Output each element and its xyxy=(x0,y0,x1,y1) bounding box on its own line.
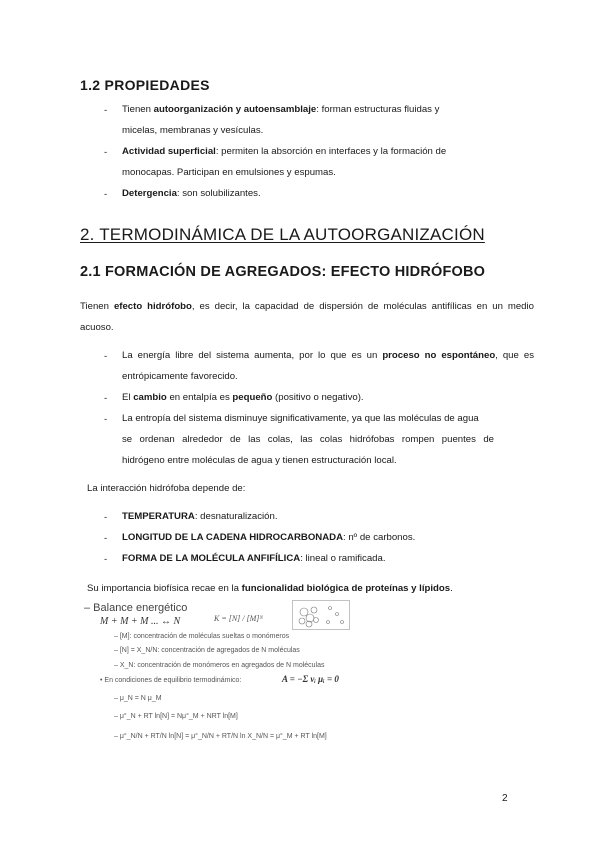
page-number: 2 xyxy=(502,793,508,804)
item-text: entrópicamente favorecido. xyxy=(122,371,238,382)
slide-line: – [M]: concentración de moléculas sueltas o monómeros xyxy=(114,633,290,640)
subsection-title-efecto-hidrofobo: 2.1 FORMACIÓN DE AGREGADOS: EFECTO HIDRÓFOBO xyxy=(80,264,486,280)
item-bold: pequeño xyxy=(232,392,273,403)
item-bold: FORMA DE LA MOLÉCULA ANFIFÍLICA xyxy=(122,553,301,564)
item-text: : desnaturalización. xyxy=(194,511,278,522)
item-text: micelas, membranas y vesículas. xyxy=(122,125,264,136)
item-bold: proceso no espontáneo xyxy=(382,350,496,361)
bullet-dash: - xyxy=(104,393,108,404)
slide-line: • En condiciones de equilibrio termodinámico: xyxy=(100,677,242,684)
slide-line: – [N] = X_N/N: concentración de agregados de N moléculas xyxy=(114,647,300,654)
item-text: : nº de carbonos. xyxy=(343,532,416,543)
intro-text: , es decir, la capacidad de dispersión de moléculas antifílicas en un medio xyxy=(191,301,534,312)
list-item xyxy=(122,345,534,366)
item-text: : lineal o ramificada. xyxy=(300,553,386,564)
item-bold: Detergencia xyxy=(122,188,177,199)
item-text: Tienen xyxy=(122,104,154,115)
intro-text: Tienen xyxy=(80,301,114,312)
embedded-slide-figure xyxy=(84,600,354,750)
bullet-dash: - xyxy=(104,414,108,425)
slide-line: – X_N: concentración de monómeros en agregados de N moléculas xyxy=(114,662,325,669)
list-item xyxy=(122,99,439,141)
item-bold: Actividad superficial xyxy=(122,146,216,157)
item-text: monocapas. Participan en emulsiones y espumas. xyxy=(122,167,336,178)
depends-text: La interacción hidrófoba depende de: xyxy=(87,483,246,494)
list-item xyxy=(122,141,446,183)
bullet-dash: - xyxy=(104,147,108,158)
intro-paragraph xyxy=(80,296,534,317)
item-bold: cambio xyxy=(133,392,167,403)
slide-line: – μ°_N/N + RT/N ln[N] = μ°_N/N + RT/N ln X_N/N = μ°_M + RT ln[M] xyxy=(114,733,327,740)
list-item xyxy=(122,387,364,408)
bullet-dash: - xyxy=(104,512,108,523)
item-text: : forman estructuras fluidas y xyxy=(316,104,440,115)
bullet-dash: - xyxy=(104,351,108,362)
item-bold: autoorganización y autoensamblaje xyxy=(153,104,317,115)
bullet-dash: - xyxy=(104,105,108,116)
bullet-dash: - xyxy=(104,533,108,544)
section-title-termodinamica: 2. TERMODINÁMICA DE LA AUTOORGANIZACIÓN xyxy=(80,225,485,244)
list-item xyxy=(122,548,386,569)
bullet-dash: - xyxy=(104,189,108,200)
item-text: en entalpía es xyxy=(166,392,233,403)
importance-bold: funcionalidad biológica de proteínas y lípidos xyxy=(241,583,451,594)
item-text: La entropía del sistema disminuye significativamente, ya que las moléculas de agua xyxy=(122,413,479,424)
slide-equation: M + M + M ... ↔ N xyxy=(100,616,181,627)
item-text: El xyxy=(122,392,134,403)
micelle-illustration xyxy=(292,600,350,630)
item-bold: TEMPERATURA xyxy=(122,511,195,522)
list-item xyxy=(122,506,278,527)
slide-line: – μ°_N + RT ln[N] = Nμ°_M + NRT ln[M] xyxy=(114,713,238,720)
list-item xyxy=(122,527,415,548)
item-text: hidrógeno entre moléculas de agua y tienen estructuración local. xyxy=(122,455,397,466)
item-bold: LONGITUD DE LA CADENA HIDROCARBONADA xyxy=(122,532,344,543)
bullet-dash: - xyxy=(104,554,108,565)
importance-plain: . xyxy=(450,583,453,594)
item-text: se ordenan alrededor de las colas, las colas hidrófobas rompen puentes de xyxy=(122,434,494,445)
slide-affinity-equation: A = −Σ νᵢ μᵢ = 0 xyxy=(282,674,339,684)
list-item xyxy=(122,183,261,204)
slide-k-equation: K = [N] / [M]ᴺ xyxy=(214,614,264,623)
item-text: , que es xyxy=(495,350,534,361)
slide-line: – μ_N = N μ_M xyxy=(114,695,162,702)
item-text: La energía libre del sistema aumenta, por lo que es un xyxy=(122,350,383,361)
slide-heading: – Balance energético xyxy=(84,602,188,614)
item-text: (positivo o negativo). xyxy=(272,392,364,403)
item-text: : son solubilizantes. xyxy=(176,188,261,199)
item-text: : permiten la absorción en interfaces y la formación de xyxy=(215,146,447,157)
section-title-propiedades: 1.2 PROPIEDADES xyxy=(80,77,210,93)
intro-bold: efecto hidrófobo xyxy=(113,301,192,312)
importance-text xyxy=(87,578,453,599)
importance-plain: Su importancia biofísica recae en la xyxy=(87,583,242,594)
intro-paragraph-line2: acuoso. xyxy=(80,322,114,333)
